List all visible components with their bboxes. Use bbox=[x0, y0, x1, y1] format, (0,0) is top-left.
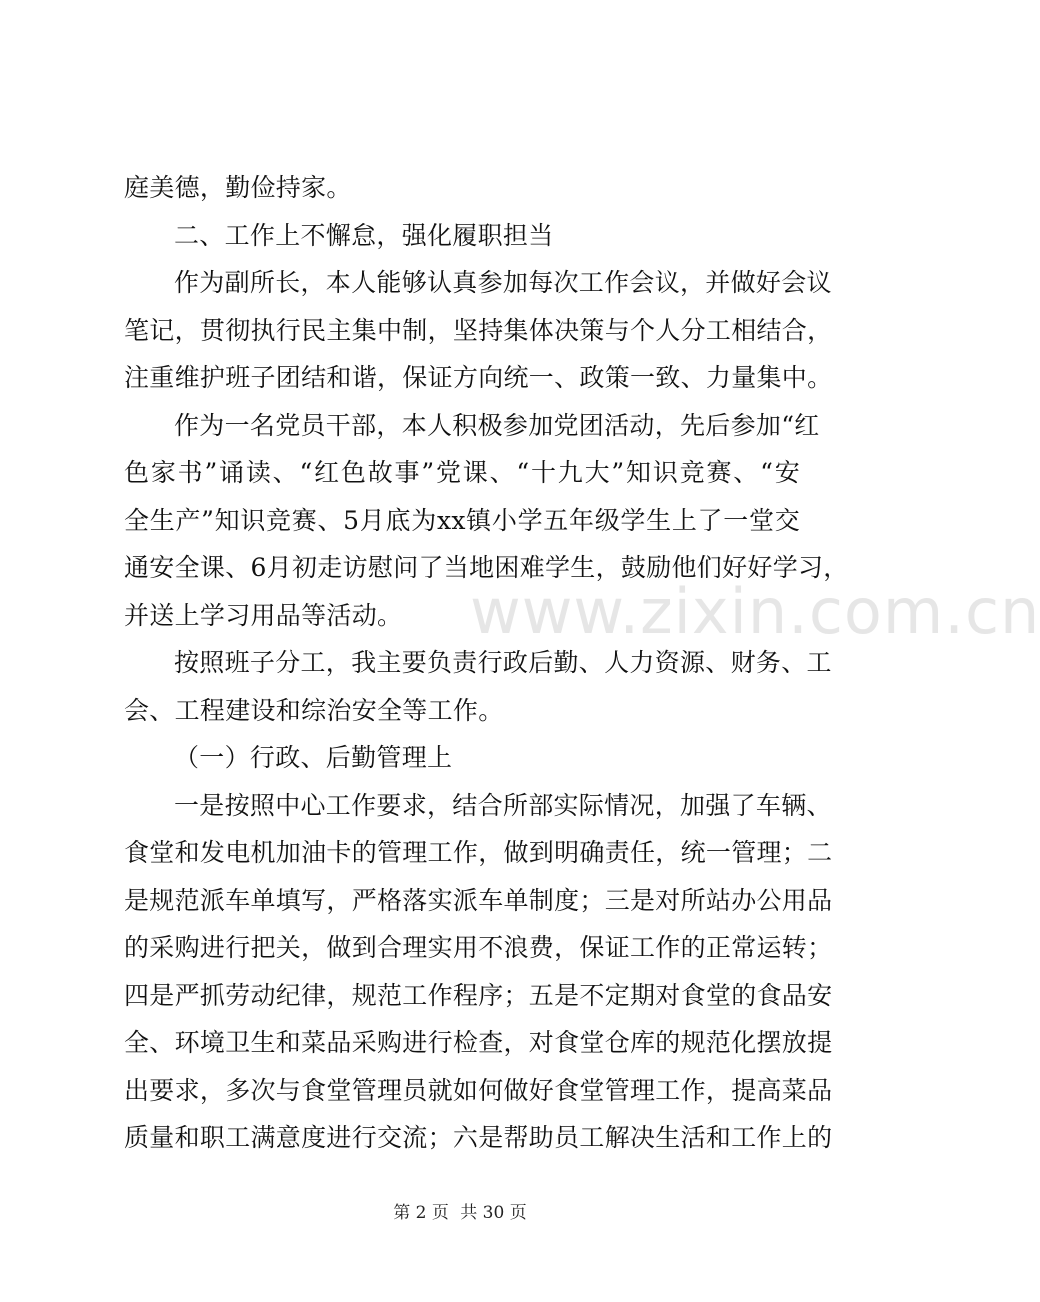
text-line: 按照班子分工，我主要负责行政后勤、人力资源、财务、工 bbox=[174, 648, 832, 677]
text-line: 四是严抓劳动纪律，规范工作程序；五是不定期对食堂的食品安 bbox=[124, 980, 833, 1010]
text-line: 并送上学习用品等活动。 bbox=[124, 600, 403, 630]
text-line: 出要求，多次与食堂管理员就如何做好食堂管理工作，提高菜品 bbox=[124, 1075, 833, 1105]
subsection-heading: （一）行政、后勤管理上 bbox=[174, 743, 453, 772]
text-line: 全、环境卫生和菜品采购进行检查，对食堂仓库的规范化摆放提 bbox=[124, 1028, 833, 1057]
text-line: 色家书”诵读、“红色故事”党课、“十九大”知识竞赛、“安 bbox=[124, 458, 800, 487]
page-number: 第 2 页 bbox=[393, 1203, 449, 1223]
watermark: www.zixin.com.cn bbox=[470, 575, 1040, 648]
section-heading: 二、工作上不懈怠，强化履职担当 bbox=[174, 220, 554, 250]
page-total: 共 30 页 bbox=[460, 1203, 527, 1223]
text-line: 全生产”知识竞赛、5月底为xx镇小学五年级学生上了一堂交 bbox=[124, 505, 800, 535]
text-line: 作为副所长，本人能够认真参加每次工作会议，并做好会议 bbox=[174, 268, 832, 297]
text-line: 的采购进行把关，做到合理实用不浪费，保证工作的正常运转； bbox=[124, 933, 833, 962]
page-footer bbox=[0, 1198, 920, 1223]
text-line: 注重维护班子团结和谐，保证方向统一、政策一致、力量集中。 bbox=[124, 363, 833, 392]
text-line: 作为一名党员干部，本人积极参加党团活动，先后参加“红 bbox=[174, 410, 820, 440]
text-line: 一是按照中心工作要求，结合所部实际情况，加强了车辆、 bbox=[174, 790, 832, 820]
text-line: 会、工程建设和综治安全等工作。 bbox=[124, 695, 504, 725]
text-line: 食堂和发电机加油卡的管理工作，做到明确责任，统一管理；二 bbox=[124, 838, 833, 867]
text-line: 通安全课、6月初走访慰问了当地困难学生，鼓励他们好好学习， bbox=[124, 553, 849, 582]
text-line: 质量和职工满意度进行交流；六是帮助员工解决生活和工作上的 bbox=[124, 1123, 833, 1152]
document-body bbox=[124, 164, 849, 1162]
text-line: 是规范派车单填写，严格落实派车单制度；三是对所站办公用品 bbox=[124, 885, 833, 915]
text-line: 庭美德，勤俭持家。 bbox=[124, 173, 352, 202]
text-line: 笔记，贯彻执行民主集中制，坚持集体决策与个人分工相结合， bbox=[124, 315, 833, 345]
